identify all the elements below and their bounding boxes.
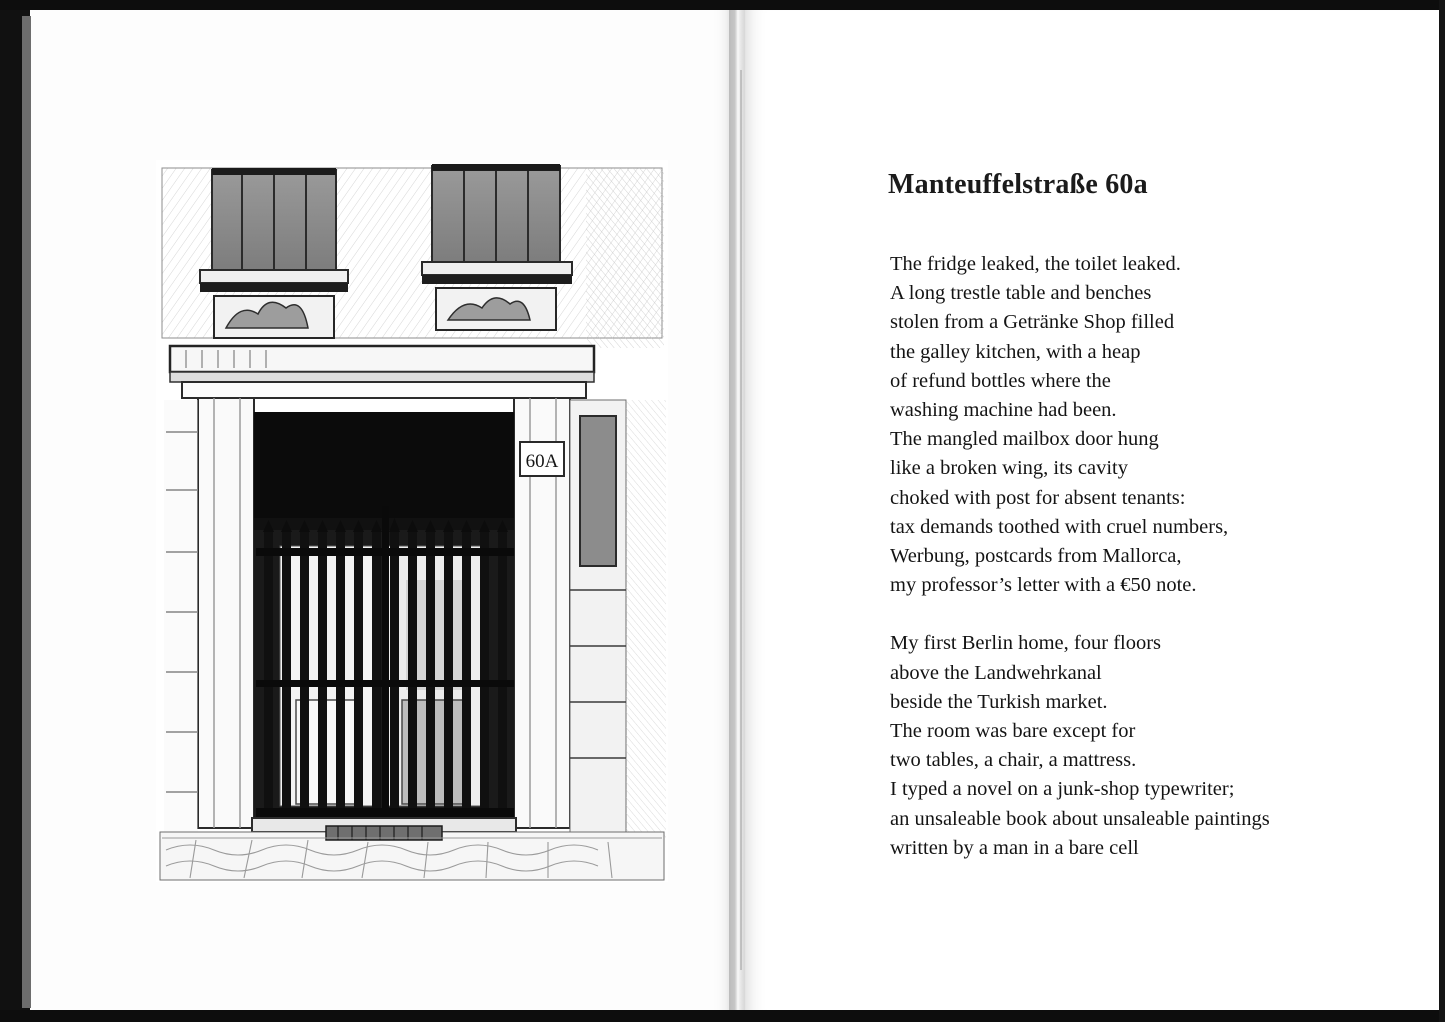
poem-line: Werbung, postcards from Mallorca,	[890, 545, 1182, 568]
poem-line: two tables, a chair, a mattress.	[890, 749, 1137, 772]
poem-line: choked with post for absent tenants:	[890, 486, 1186, 509]
poem-line: beside the Turkish market.	[890, 690, 1108, 713]
poem-line: of refund bottles where the	[890, 369, 1111, 392]
poem-line: I typed a novel on a junk-shop typewriter;	[890, 778, 1235, 801]
house-number-text: 60A	[525, 451, 559, 472]
book-gutter	[729, 0, 745, 1022]
poem-line: above the Landwehrkanal	[890, 661, 1102, 684]
poem-line: washing machine had been.	[890, 399, 1117, 422]
illustration-building-entrance	[156, 160, 668, 882]
poem-line: stolen from a Getränke Shop filled	[890, 311, 1175, 334]
poem-body	[890, 250, 1445, 892]
poem-line: The fridge leaked, the toilet leaked.	[890, 253, 1181, 275]
poem-line: like a broken wing, its cavity	[890, 457, 1128, 480]
poem-line: the galley kitchen, with a heap	[890, 340, 1141, 363]
backdrop-top	[0, 0, 1445, 10]
poem-stanza	[890, 629, 1445, 863]
poem-line: My first Berlin home, four floors	[890, 632, 1162, 655]
poem-stanza	[890, 250, 1445, 600]
backdrop-bottom	[0, 1010, 1445, 1022]
left-page	[28, 0, 738, 1022]
poem-line: written by a man in a bare cell	[890, 836, 1139, 859]
poem-line: my professor’s letter with a €50 note.	[890, 574, 1197, 597]
poem-title: Manteuffelstraße 60a	[888, 168, 1148, 200]
book-page-edge	[22, 16, 31, 1008]
gutter-crease-line	[740, 70, 742, 970]
poem-line: A long trestle table and benches	[890, 282, 1152, 305]
poem-line: tax demands toothed with cruel numbers,	[890, 515, 1229, 538]
poem-line: The room was bare except for	[890, 720, 1136, 743]
poem-line: an unsaleable book about unsaleable paintings	[890, 807, 1270, 830]
poem-line: The mangled mailbox door hung	[890, 428, 1159, 451]
